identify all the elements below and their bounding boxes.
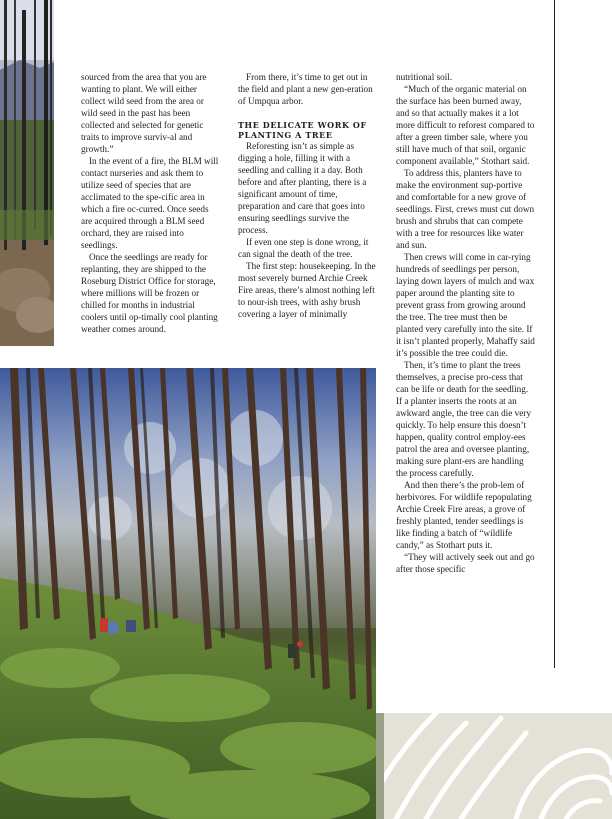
paragraph: Then crews will come in car-rying hundreds of seedlings per person, laying down layers of mulch and wax paper around the planting site to prevent grass from growing around the tree. The tree must then be planted very carefully into the site. If it isn’t planted properly, Mahaffy said it’s possible the tree could die. <box>396 252 535 358</box>
paragraph: From there, it’s time to get out in the field and plant a new gen-eration of Umpqua arbor. <box>238 72 373 106</box>
paragraph: “They will actively seek out and go after those specific <box>396 552 535 574</box>
forest-planting-photo <box>0 368 376 819</box>
burned-forest-illustration <box>0 0 54 346</box>
paragraph: And then there’s the prob-lem of herbivores. For wildlife repopulating Archie Creek Fire areas, a grove of freshly planted, tender seedlings is like finding a batch of “wildlife candy,” as Stothart puts it. <box>396 480 532 550</box>
paragraph: Then, it’s time to plant the trees themselves, a precise pro-cess that can be life or death for the seedling. If a planter inserts the roots at an awkward angle, the tree can die very quickly. To help ensure this doesn’t happen, quality control employ-ees patrol the area and oversee planting, making sure plant-ers are handling the process carefully. <box>396 360 531 478</box>
paragraph: To address this, planters have to make the environment sup-portive and comfortable for a new grove of seedlings. First, crews must cut down brush and shrubs that can compete with a tree for resources like water and sun. <box>396 168 535 250</box>
section-subhead: THE DELICATE WORK OF PLANTING A TREE <box>238 120 367 140</box>
burned-forest-photo-strip <box>0 0 54 346</box>
column-rule <box>554 0 555 668</box>
paragraph: If even one step is done wrong, it can signal the death of the tree. <box>238 237 369 259</box>
paragraph: nutritional soil. <box>396 72 453 82</box>
paragraph: In the event of a fire, the BLM will contact nurseries and ask them to utilize seed of species that are acclimated to the spe-cific area in which a fire oc-curred. Once seeds are acquired through a BLM seed orchard, they are raised into seedlings. <box>81 156 219 250</box>
decorative-wave-panel <box>376 713 612 819</box>
paragraph: Reforesting isn’t as simple as digging a hole, filling it with a seedling and calling it a day. Both before and after planting, there is a significant amount of time, preparation and care that goes into ensuring seedlings survive the process. <box>238 141 367 235</box>
paragraph: The first step: housekeeping. In the most severely burned Archie Creek Fire areas, there’s almost nothing left to nour-ish trees, with ashy brush covering a layer of minimally <box>238 261 376 319</box>
text-column-2 <box>238 71 378 320</box>
paragraph: Once the seedlings are ready for replanting, they are shipped to the Roseburg District Office for storage, where millions will be frozen or chilled for months in industrial coolers until op-timally cool planting weather comes around. <box>81 252 218 334</box>
paragraph: “Much of the organic material on the surface has been burned away, and so that actually makes it a lot more difficult to reforest compared to after a green timber sale, where you still have much of that soil, organic component available,” Stothart said. <box>396 84 535 166</box>
text-column-3 <box>396 71 536 575</box>
text-column-1 <box>81 71 219 335</box>
decorative-accent-bar <box>376 713 384 819</box>
paragraph: sourced from the area that you are wanting to plant. We will either collect wild seed from the area or wild seed in the past has been collected and selected for genetic traits to improve surviv-al and growth.” <box>81 72 207 154</box>
wave-pattern <box>376 713 612 819</box>
forest-planters-illustration <box>0 368 376 819</box>
